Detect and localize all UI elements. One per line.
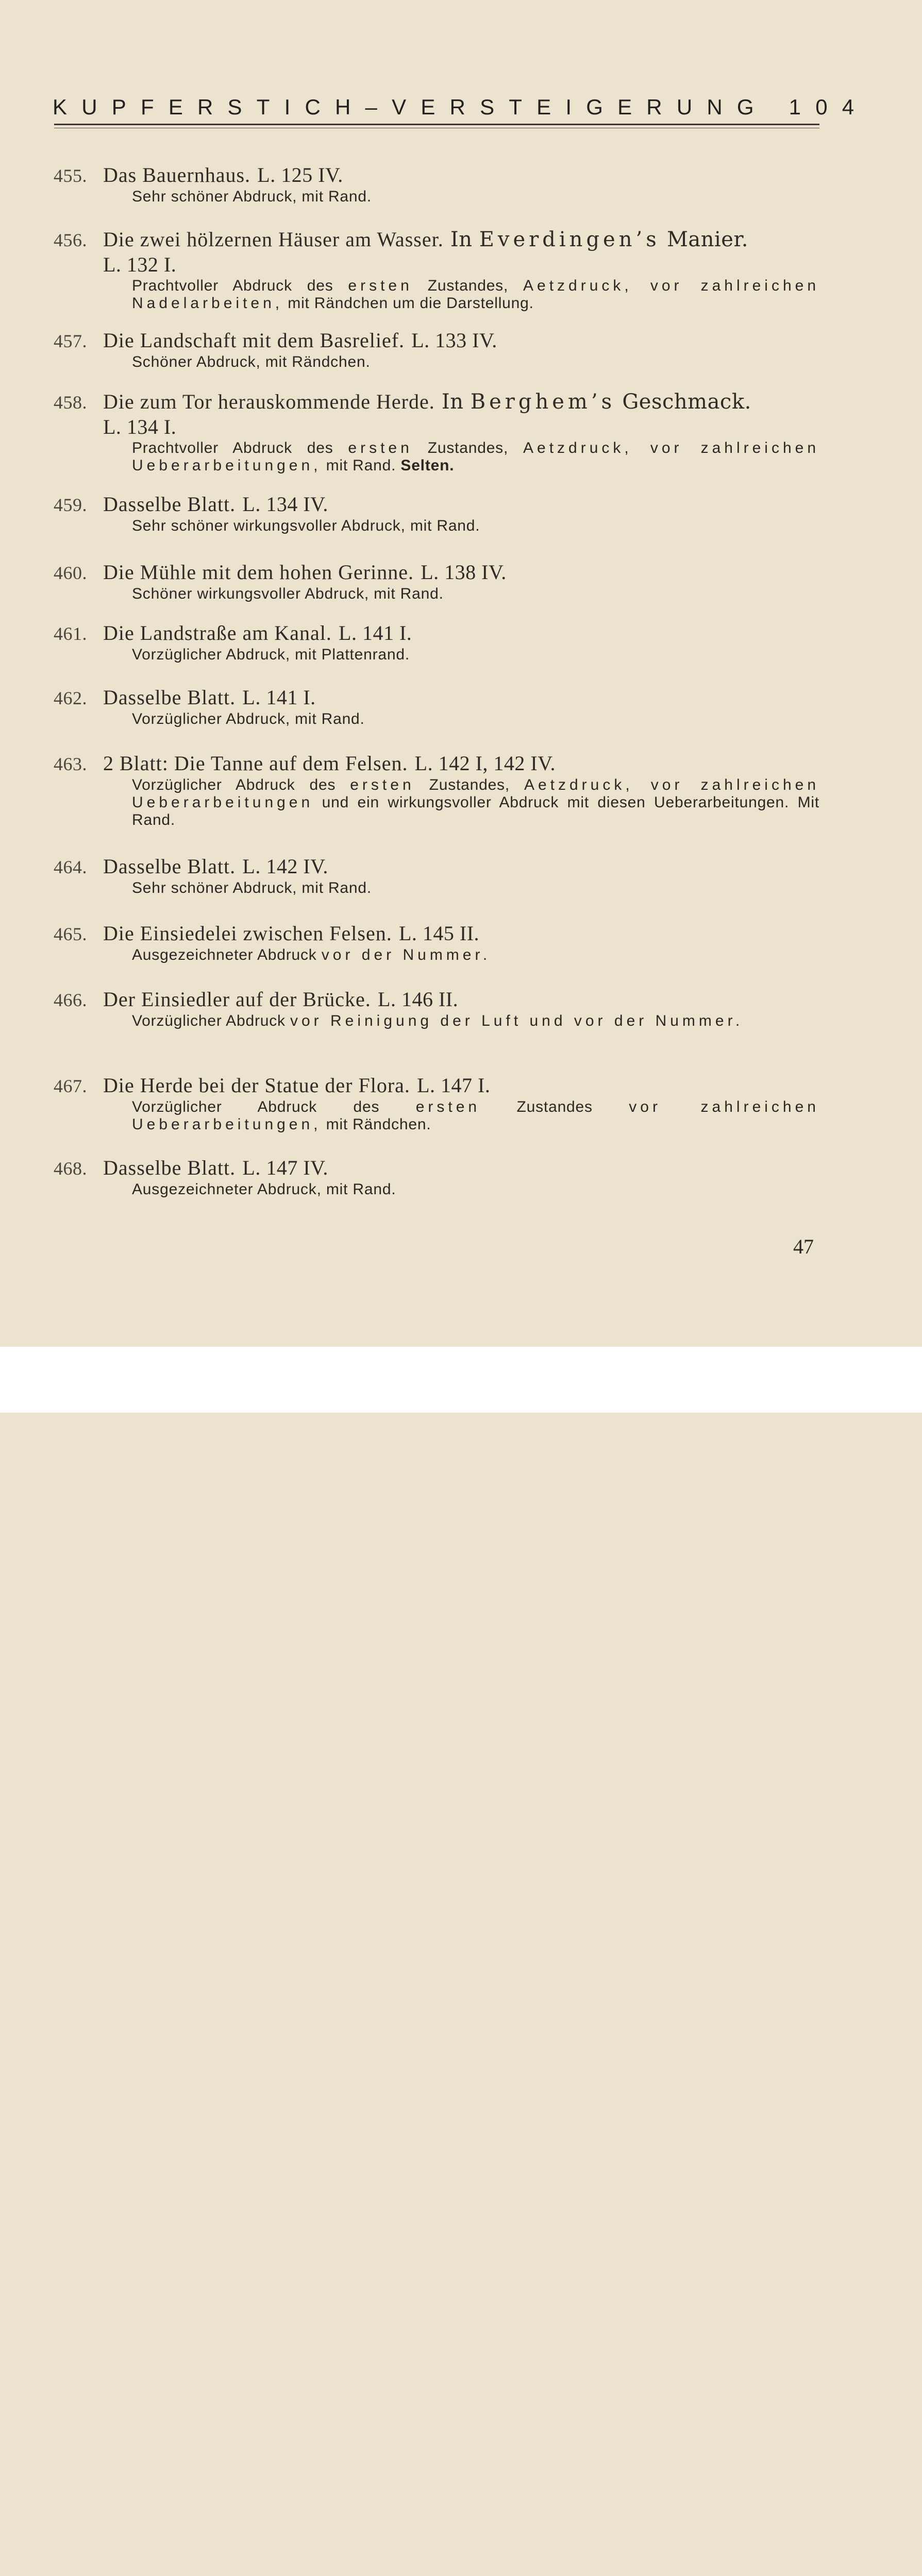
entry-title: Die zwei hölzernen Häuser am Wasser. <box>103 228 444 251</box>
catalog-reference: L. 141 I. <box>339 621 412 645</box>
catalog-entry-466 <box>54 987 820 1030</box>
entry-title: Die Mühle mit dem hohen Gerinne. <box>103 561 414 584</box>
catalog-reference: L. 142 I, 142 IV. <box>414 752 556 775</box>
manner-suffix: Geschmack. <box>622 390 751 414</box>
artist-name: Berghem’s <box>470 390 616 414</box>
lot-number: 457. <box>54 331 87 351</box>
entry-description: Ausgezeichneter Abdruck vor der Nummer. <box>132 946 491 963</box>
catalog-reference: L. 146 II. <box>378 988 459 1011</box>
entry-description: Ausgezeichneter Abdruck, mit Rand. <box>132 1181 396 1198</box>
catalog-reference: L. 134 I. <box>103 415 177 438</box>
entry-title: Die Landstraße am Kanal. <box>103 621 332 645</box>
lot-number: 468. <box>54 1158 87 1179</box>
catalog-reference: L. 147 IV. <box>242 1156 328 1179</box>
catalog-reference: L. 142 IV. <box>242 855 328 878</box>
catalog-reference: L. 134 IV. <box>242 493 328 516</box>
entry-description: Prachtvoller Abdruck des ersten Zustandes, Aetzdruck, vor zahlreichen Ueberarbeitungen, mit Rand. Selten. <box>132 439 820 474</box>
catalog-entry-460 <box>54 560 820 603</box>
entry-title: Die Landschaft mit dem Basrelief. <box>103 329 405 352</box>
manner-prefix: In <box>441 390 464 414</box>
entry-description: Vorzüglicher Abdruck vor Reinigung der Luft und vor der Nummer. <box>132 1012 744 1029</box>
entry-description: Prachtvoller Abdruck des ersten Zustandes, Aetzdruck, vor zahlreichen Nadelarbeiten, mit Rändchen um die Darstellung. <box>132 277 820 312</box>
entry-description: Vorzüglicher Abdruck, mit Plattenrand. <box>132 646 410 663</box>
lot-number: 466. <box>54 990 87 1010</box>
entry-description: Sehr schöner Abdruck, mit Rand. <box>132 879 372 896</box>
catalog-reference: L. 132 I. <box>103 253 177 276</box>
page-number: 47 <box>793 1235 814 1258</box>
entry-title: Dasselbe Blatt. <box>103 493 236 516</box>
catalog-entry-455 <box>54 163 820 206</box>
entry-description: Vorzüglicher Abdruck des ersten Zustandes vor zahlreichen Ueberarbeitungen, mit Rändchen. <box>132 1098 819 1133</box>
lot-number: 462. <box>54 688 87 708</box>
lot-number: 460. <box>54 563 87 583</box>
lot-number: 463. <box>54 754 87 774</box>
catalog-entry-459 <box>54 492 820 535</box>
entry-description: Schöner Abdruck, mit Rändchen. <box>132 353 371 370</box>
lot-number: 458. <box>54 392 87 413</box>
catalog-entry-464 <box>54 854 820 897</box>
catalog-entry-462 <box>54 685 820 728</box>
catalog-entry-463 <box>54 751 820 829</box>
entry-description: Schöner wirkungsvoller Abdruck, mit Rand. <box>132 585 444 602</box>
catalog-entry-468 <box>54 1156 820 1198</box>
lot-number: 461. <box>54 623 87 644</box>
entry-description: Sehr schöner wirkungsvoller Abdruck, mit Rand. <box>132 517 480 534</box>
catalog-entry-467 <box>54 1073 820 1133</box>
catalog-reference: L. 138 IV. <box>421 561 507 584</box>
running-header: KUPFERSTICH–VERSTEIGERUNG 104 <box>53 95 869 119</box>
entry-title: Die zum Tor herauskommende Herde. <box>103 390 435 413</box>
entry-title: Dasselbe Blatt. <box>103 855 236 878</box>
entry-title: 2 Blatt: Die Tanne auf dem Felsen. <box>103 752 408 775</box>
entry-title: Das Bauernhaus. <box>103 163 251 187</box>
catalog-entry-456 <box>54 227 820 312</box>
lot-number: 464. <box>54 857 87 877</box>
catalog-entry-465 <box>54 921 820 964</box>
entry-title: Die Herde bei der Statue der Flora. <box>103 1074 410 1097</box>
digitization-footer <box>0 1347 922 1413</box>
catalog-reference: L. 133 IV. <box>411 329 497 352</box>
lot-number: 456. <box>54 230 87 250</box>
catalog-reference: L. 147 I. <box>417 1074 491 1097</box>
artist-name: Everdingen’s <box>479 228 660 251</box>
entry-description: Sehr schöner Abdruck, mit Rand. <box>132 188 372 205</box>
entry-title: Dasselbe Blatt. <box>103 686 236 709</box>
entry-title: Dasselbe Blatt. <box>103 1156 236 1179</box>
entry-title: Die Einsiedelei zwischen Felsen. <box>103 922 392 945</box>
catalog-entry-457 <box>54 328 820 371</box>
catalog-entry-461 <box>54 621 820 664</box>
entry-description: Vorzüglicher Abdruck des ersten Zustandes, Aetzdruck, vor zahlreichen Ueberarbeitungen und ein wirkungsvoller Abdruck mit diesen Ueberarbeitungen. Mit Rand. <box>132 776 820 828</box>
lot-number: 455. <box>54 165 87 186</box>
header-rule-thick <box>54 124 819 125</box>
lot-number: 467. <box>54 1076 87 1096</box>
manner-prefix: In <box>450 228 473 251</box>
catalog-reference: L. 125 IV. <box>257 163 343 187</box>
catalog-reference: L. 145 II. <box>398 922 480 945</box>
entry-title: Der Einsiedler auf der Brücke. <box>103 988 371 1011</box>
manner-suffix: Manier. <box>666 228 748 251</box>
entry-description: Vorzüglicher Abdruck, mit Rand. <box>132 710 365 727</box>
catalog-reference: L. 141 I. <box>242 686 316 709</box>
lot-number: 465. <box>54 924 87 944</box>
lot-number: 459. <box>54 495 87 515</box>
catalog-entry-458 <box>54 389 820 474</box>
